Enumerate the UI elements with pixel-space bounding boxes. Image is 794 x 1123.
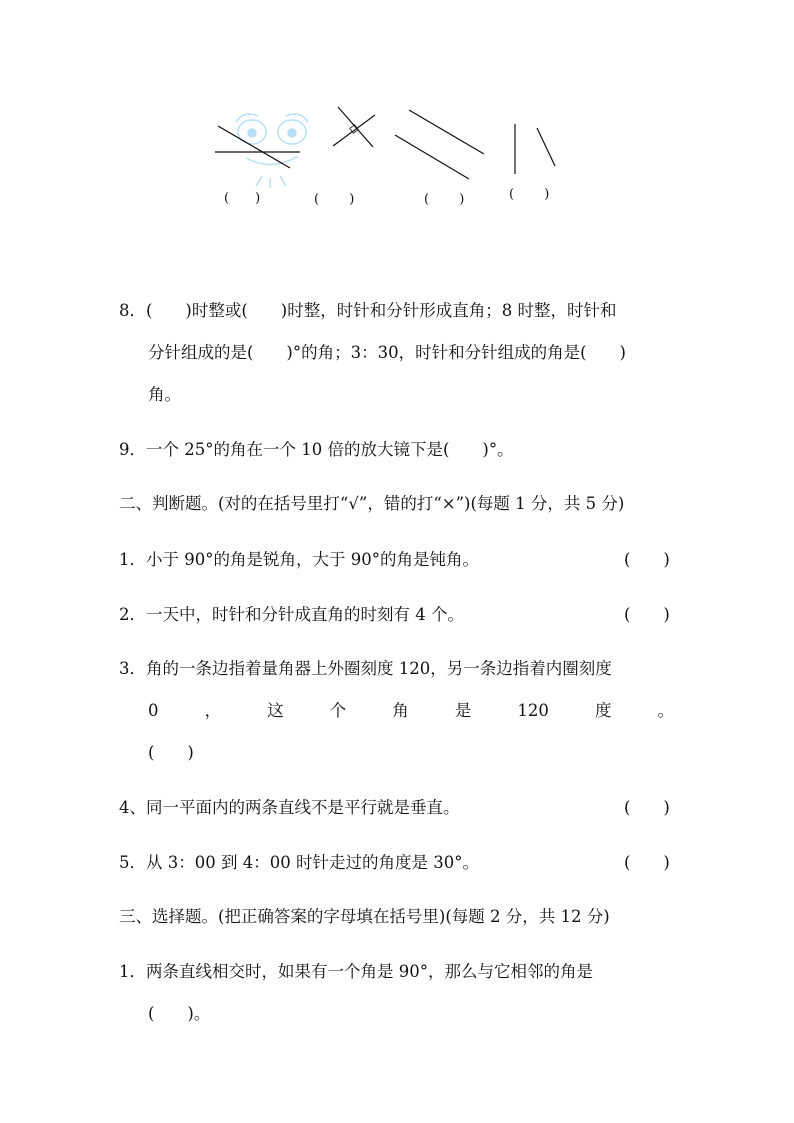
q3-word: 这: [267, 701, 284, 720]
figure-4-slanted-line: [537, 128, 555, 166]
section-3-heading: 三、选择题。(把正确答案的字母填在括号里)(每题 2 分，共 12 分): [119, 907, 610, 926]
question-8-line-1: 8．( )时整或( )时整，时针和分针形成直角；8 时整，时针和: [119, 301, 617, 320]
q3-word: ，: [204, 701, 222, 720]
judge-question-3-line-2: [148, 699, 674, 723]
cartoon-watermark: [236, 114, 308, 188]
judge-question-1: 1．小于 90°的角是锐角，大于 90°的角是钝角。: [119, 550, 479, 569]
q3-word: 角: [392, 701, 409, 720]
figure-3-answer-bracket: ( ): [424, 192, 465, 207]
q3-word: 度: [594, 701, 612, 720]
q3-word: 是: [454, 701, 472, 720]
q3-word: 0: [148, 701, 159, 720]
judge-question-4: 4、同一平面内的两条直线不是平行就是垂直。: [119, 798, 460, 817]
choice-question-1-line-1: 1．两条直线相交时，如果有一个角是 90°，那么与它相邻的角是: [119, 962, 593, 981]
figure-4-answer-bracket: ( ): [509, 187, 550, 202]
judge-answer-1: ( ): [624, 550, 670, 569]
q3-word: 。: [657, 701, 674, 720]
judge-question-2: 2．一天中，时针和分针成直角的时刻有 4 个。: [119, 605, 464, 624]
figure-3-line-a: [409, 110, 484, 154]
judge-question-3-line-1: 3．角的一条边指着量角器上外圈刻度 120，另一条边指着内圈刻度: [119, 659, 612, 678]
judge-answer-5: ( ): [624, 853, 670, 872]
choice-question-1-line-2: ( )。: [148, 1004, 211, 1023]
figure-1-answer-bracket: ( ): [224, 191, 261, 206]
judge-answer-4: ( ): [624, 798, 670, 817]
q3-word: 个: [329, 701, 347, 720]
question-8-line-2: 分针组成的是( )°的角；3：30，时针和分针组成的角是( ): [148, 343, 626, 362]
question-8-line-3: 角。: [148, 385, 181, 404]
figure-2-answer-bracket: ( ): [314, 192, 355, 207]
figure-3-line-b: [395, 135, 469, 179]
section-2-heading: 二、判断题。(对的在括号里打“√”，错的打“×”)(每题 1 分，共 5 分): [119, 494, 625, 513]
judge-answer-3: ( ): [148, 743, 194, 762]
judge-question-5: 5．从 3：00 到 4：00 时针走过的角度是 30°。: [119, 853, 479, 872]
line-figures: [0, 0, 794, 230]
judge-answer-2: ( ): [624, 605, 670, 624]
q3-word: 120: [517, 701, 549, 720]
question-9: 9．一个 25°的角在一个 10 倍的放大镜下是( )°。: [119, 440, 514, 459]
figure-2-line-a: [338, 107, 373, 147]
